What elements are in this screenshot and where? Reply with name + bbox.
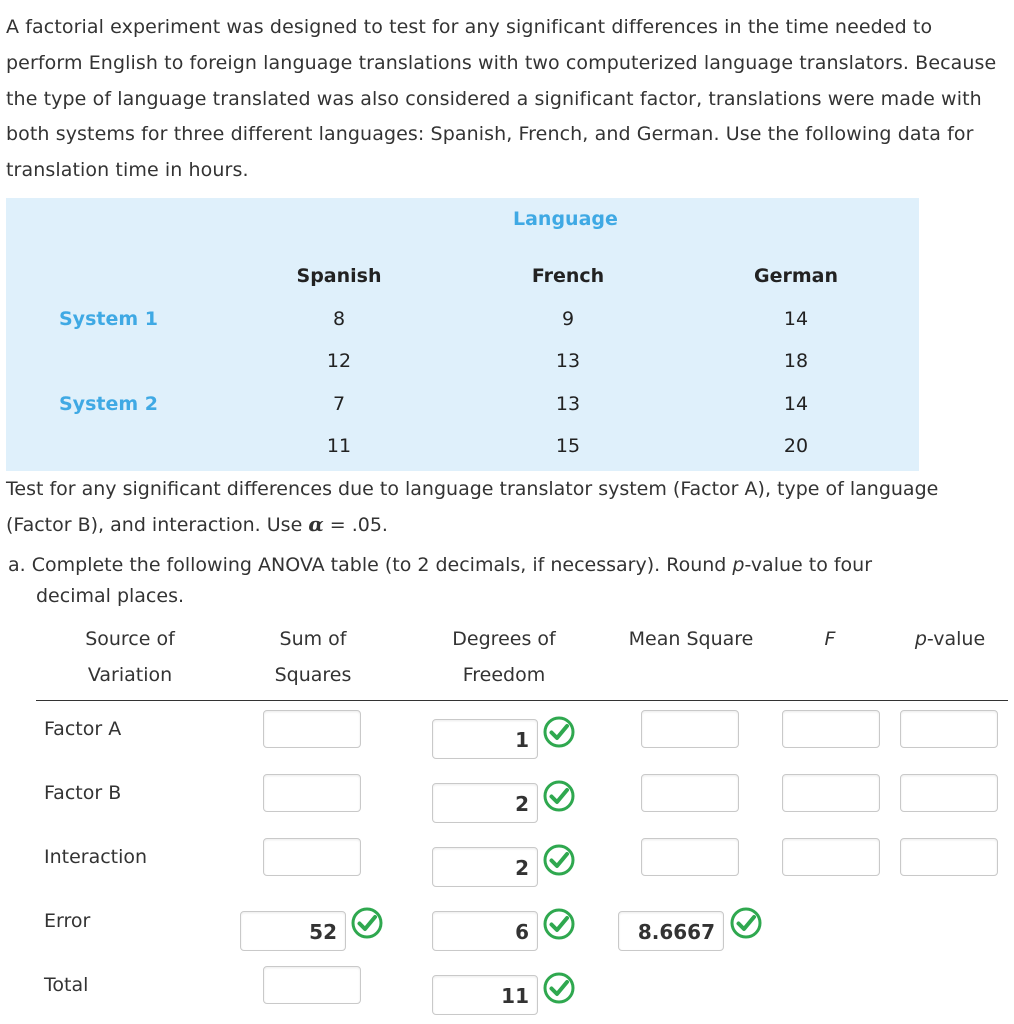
header-df xyxy=(439,621,569,693)
factor-a-f-input[interactable] xyxy=(782,710,880,748)
check-circle-icon xyxy=(542,779,576,813)
part-a-line2: decimal places. xyxy=(36,585,185,607)
interaction-df-input[interactable]: 2 xyxy=(432,847,538,887)
language-header: Language xyxy=(513,208,618,230)
total-df-input[interactable]: 11 xyxy=(432,975,538,1015)
part-a-instructions xyxy=(8,550,998,612)
system1-label: System 1 xyxy=(59,308,158,330)
factor-b-ms-input[interactable] xyxy=(641,774,739,812)
check-circle-icon xyxy=(542,971,576,1005)
alpha-symbol: α xyxy=(308,512,324,536)
header-p-italic: p xyxy=(914,628,927,650)
table-cell: 13 xyxy=(555,393,581,415)
error-ss-input[interactable]: 52 xyxy=(240,911,346,951)
table-divider xyxy=(36,700,1008,701)
problem-intro: A factorial experiment was designed to test for any significant differences in the time needed to perform English to foreign language translations with two computerized language translators. Because the type of language translated was also considered a significant factor, translations were made with both systems for three different languages: Spanish, French, and German. Use the following data for translation time in hours. xyxy=(6,16,997,182)
check-circle-icon xyxy=(542,843,576,877)
part-a-text: Complete the following ANOVA table (to 2 decimals, if necessary). Round xyxy=(31,554,727,576)
table-cell: 20 xyxy=(783,435,809,457)
check-circle-icon xyxy=(729,906,763,940)
table-cell: 11 xyxy=(326,435,352,457)
interaction-ms-input[interactable] xyxy=(641,838,739,876)
part-a-text-after: -value to four xyxy=(744,554,873,576)
header-p-rest: -value xyxy=(926,628,986,650)
table-cell: 14 xyxy=(783,308,809,330)
data-table xyxy=(6,198,919,471)
question-part1: Test for any significant differences due to language translator system (Factor A), type of language (Factor B), and interaction. Use xyxy=(6,478,939,536)
header-f-italic: F xyxy=(824,628,836,650)
table-cell: 12 xyxy=(326,350,352,372)
check-circle-icon xyxy=(542,715,576,749)
row-label-factor-b: Factor B xyxy=(44,782,122,804)
table-cell: 14 xyxy=(783,393,809,415)
p-italic: p xyxy=(732,554,745,576)
interaction-ss-input[interactable] xyxy=(263,838,361,876)
header-p xyxy=(895,621,1005,657)
question-part2: = .05. xyxy=(329,514,388,536)
col-german: German xyxy=(754,265,838,287)
header-source xyxy=(70,621,190,693)
factor-a-df-input[interactable]: 1 xyxy=(432,719,538,759)
interaction-f-input[interactable] xyxy=(782,838,880,876)
factor-b-df-input[interactable]: 2 xyxy=(432,783,538,823)
factor-a-ms-input[interactable] xyxy=(641,710,739,748)
header-ss-line2: Squares xyxy=(274,664,352,686)
system2-label: System 2 xyxy=(59,393,158,415)
header-df-line2: Freedom xyxy=(462,664,546,686)
header-source-line2: Variation xyxy=(87,664,173,686)
header-df-line1: Degrees of xyxy=(452,628,556,650)
row-label-interaction: Interaction xyxy=(44,846,148,868)
table-cell: 15 xyxy=(555,435,581,457)
row-label-error: Error xyxy=(44,910,91,932)
row-label-total: Total xyxy=(44,974,89,996)
error-ms-input[interactable]: 8.6667 xyxy=(618,911,724,951)
question-text xyxy=(6,472,1006,543)
header-ss-line1: Sum of xyxy=(279,628,347,650)
factor-a-p-input[interactable] xyxy=(900,710,998,748)
header-source-line1: Source of xyxy=(85,628,175,650)
table-cell: 13 xyxy=(555,350,581,372)
table-cell: 8 xyxy=(332,308,346,330)
factor-a-ss-input[interactable] xyxy=(263,710,361,748)
interaction-p-input[interactable] xyxy=(900,838,998,876)
total-ss-input[interactable] xyxy=(263,966,361,1004)
header-f xyxy=(815,621,845,657)
table-cell: 18 xyxy=(783,350,809,372)
header-ss xyxy=(253,621,373,693)
factor-b-p-input[interactable] xyxy=(900,774,998,812)
part-a-prefix: a. xyxy=(8,554,26,576)
col-french: French xyxy=(531,265,605,287)
check-circle-icon xyxy=(542,907,576,941)
factor-b-ss-input[interactable] xyxy=(263,774,361,812)
header-ms: Mean Square xyxy=(628,628,754,650)
table-cell: 9 xyxy=(561,308,575,330)
col-spanish: Spanish xyxy=(296,265,382,287)
table-cell: 7 xyxy=(332,393,346,415)
row-label-factor-a: Factor A xyxy=(44,718,122,740)
factor-b-f-input[interactable] xyxy=(782,774,880,812)
error-df-input[interactable]: 6 xyxy=(432,911,538,951)
check-circle-icon xyxy=(350,906,384,940)
